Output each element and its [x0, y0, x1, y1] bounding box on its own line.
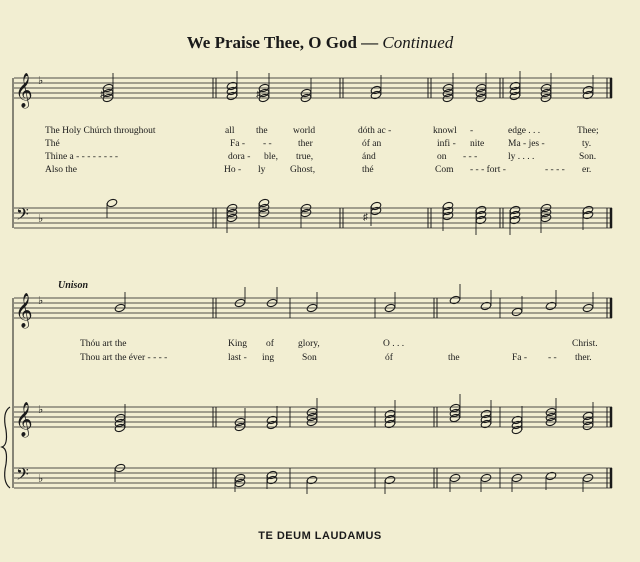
- lyric-syllable: óf: [385, 353, 393, 363]
- lyric-syllable: true,: [296, 152, 314, 162]
- note-head: [511, 307, 523, 317]
- flat-sign: ♭: [38, 472, 44, 485]
- lyric-syllable: - - -: [463, 152, 478, 162]
- lyric-syllable: Thine a - - - - - - - -: [45, 152, 119, 162]
- title-main: We Praise Thee, O God: [186, 33, 357, 52]
- bass-clef: 𝄢: [16, 464, 29, 488]
- bass-clef: 𝄢: [16, 204, 29, 228]
- lyric-syllable: óf an: [362, 139, 382, 149]
- lyric-syllable: Thé: [45, 139, 60, 149]
- lyric-syllable: edge . . .: [508, 126, 541, 136]
- lyric-syllable: ly: [258, 165, 266, 175]
- lyric-syllable: the: [448, 353, 460, 363]
- title-continued: Continued: [382, 33, 454, 52]
- lyric-syllable: the: [256, 126, 268, 136]
- lyric-syllable: Com: [435, 165, 454, 175]
- lyric-syllable: er.: [582, 165, 592, 175]
- lyric-syllable: all: [225, 126, 235, 136]
- lyric-syllable: ly . . . .: [508, 152, 535, 162]
- braces: [2, 407, 10, 488]
- piano-brace: [2, 407, 10, 488]
- lyric-syllable: glory,: [298, 339, 320, 349]
- lyric-syllable: nite: [470, 139, 485, 149]
- sharp-sign: ♯: [256, 89, 261, 100]
- flat-sign: ♭: [38, 294, 44, 307]
- flat-sign: ♭: [38, 74, 44, 87]
- lyric-syllable: - -: [548, 353, 557, 363]
- lyric-syllable: - - - -: [545, 165, 565, 175]
- sharp-sign: ♯: [100, 89, 105, 100]
- lyric-syllable: ty.: [582, 139, 592, 149]
- clefs: [15, 73, 43, 488]
- title-dash: —: [356, 33, 383, 52]
- lyric-syllable: Ho -: [224, 165, 242, 175]
- lyric-syllable: ther: [298, 139, 313, 149]
- sharp-sign: ♯: [363, 212, 368, 223]
- lyric-syllable: ing: [262, 353, 275, 363]
- lyric-syllable: of: [266, 339, 274, 349]
- lyric-syllable: Ma - jes -: [508, 139, 545, 149]
- lyric-syllable: King: [228, 339, 247, 349]
- lyric-syllable: - -: [263, 139, 272, 149]
- lyric-syllable: Christ.: [572, 339, 598, 349]
- note-head: [106, 198, 118, 208]
- lyric-syllable: Son.: [579, 152, 597, 162]
- lyric-syllable: on: [437, 152, 447, 162]
- footer-title: TE DEUM LAUDAMUS: [258, 530, 382, 542]
- lyric-syllable: O . . .: [383, 339, 405, 349]
- lyric-syllable: ble,: [264, 152, 278, 162]
- lyric-syllable: Also the: [45, 165, 77, 175]
- treble-clef: 𝄞: [15, 402, 33, 437]
- lyric-syllable: thé: [362, 165, 374, 175]
- lyric-syllable: The Holy Chúrch throughout: [45, 126, 156, 136]
- lyric-syllable: Fa -: [230, 139, 246, 149]
- lyric-syllable: - - - fort -: [470, 165, 506, 175]
- lyric-syllable: world: [293, 126, 316, 136]
- flat-sign: ♭: [38, 212, 44, 225]
- lyric-syllable: Thou art the éver - - - -: [80, 353, 168, 363]
- lyric-syllable: Son: [302, 353, 317, 363]
- lyric-syllable: ther.: [575, 353, 592, 363]
- unison-direction: Unison: [58, 280, 89, 291]
- lyric-syllable: Ghost,: [290, 165, 316, 175]
- lyric-syllable: Thee;: [577, 126, 599, 136]
- lyric-syllable: last -: [228, 353, 247, 363]
- lyric-syllable: Thóu art the: [80, 339, 127, 349]
- lyric-syllable: -: [470, 126, 474, 136]
- lyric-syllable: ánd: [362, 152, 376, 162]
- lyric-syllable: dora -: [228, 152, 251, 162]
- flat-sign: ♭: [38, 403, 44, 416]
- lyric-syllable: dóth ac -: [358, 126, 392, 136]
- lyric-syllable: infi -: [437, 139, 456, 149]
- treble-clef: 𝄞: [15, 73, 33, 108]
- lyric-syllable: Fa -: [512, 353, 528, 363]
- treble-clef: 𝄞: [15, 293, 33, 328]
- lyric-syllable: knowl: [433, 126, 457, 136]
